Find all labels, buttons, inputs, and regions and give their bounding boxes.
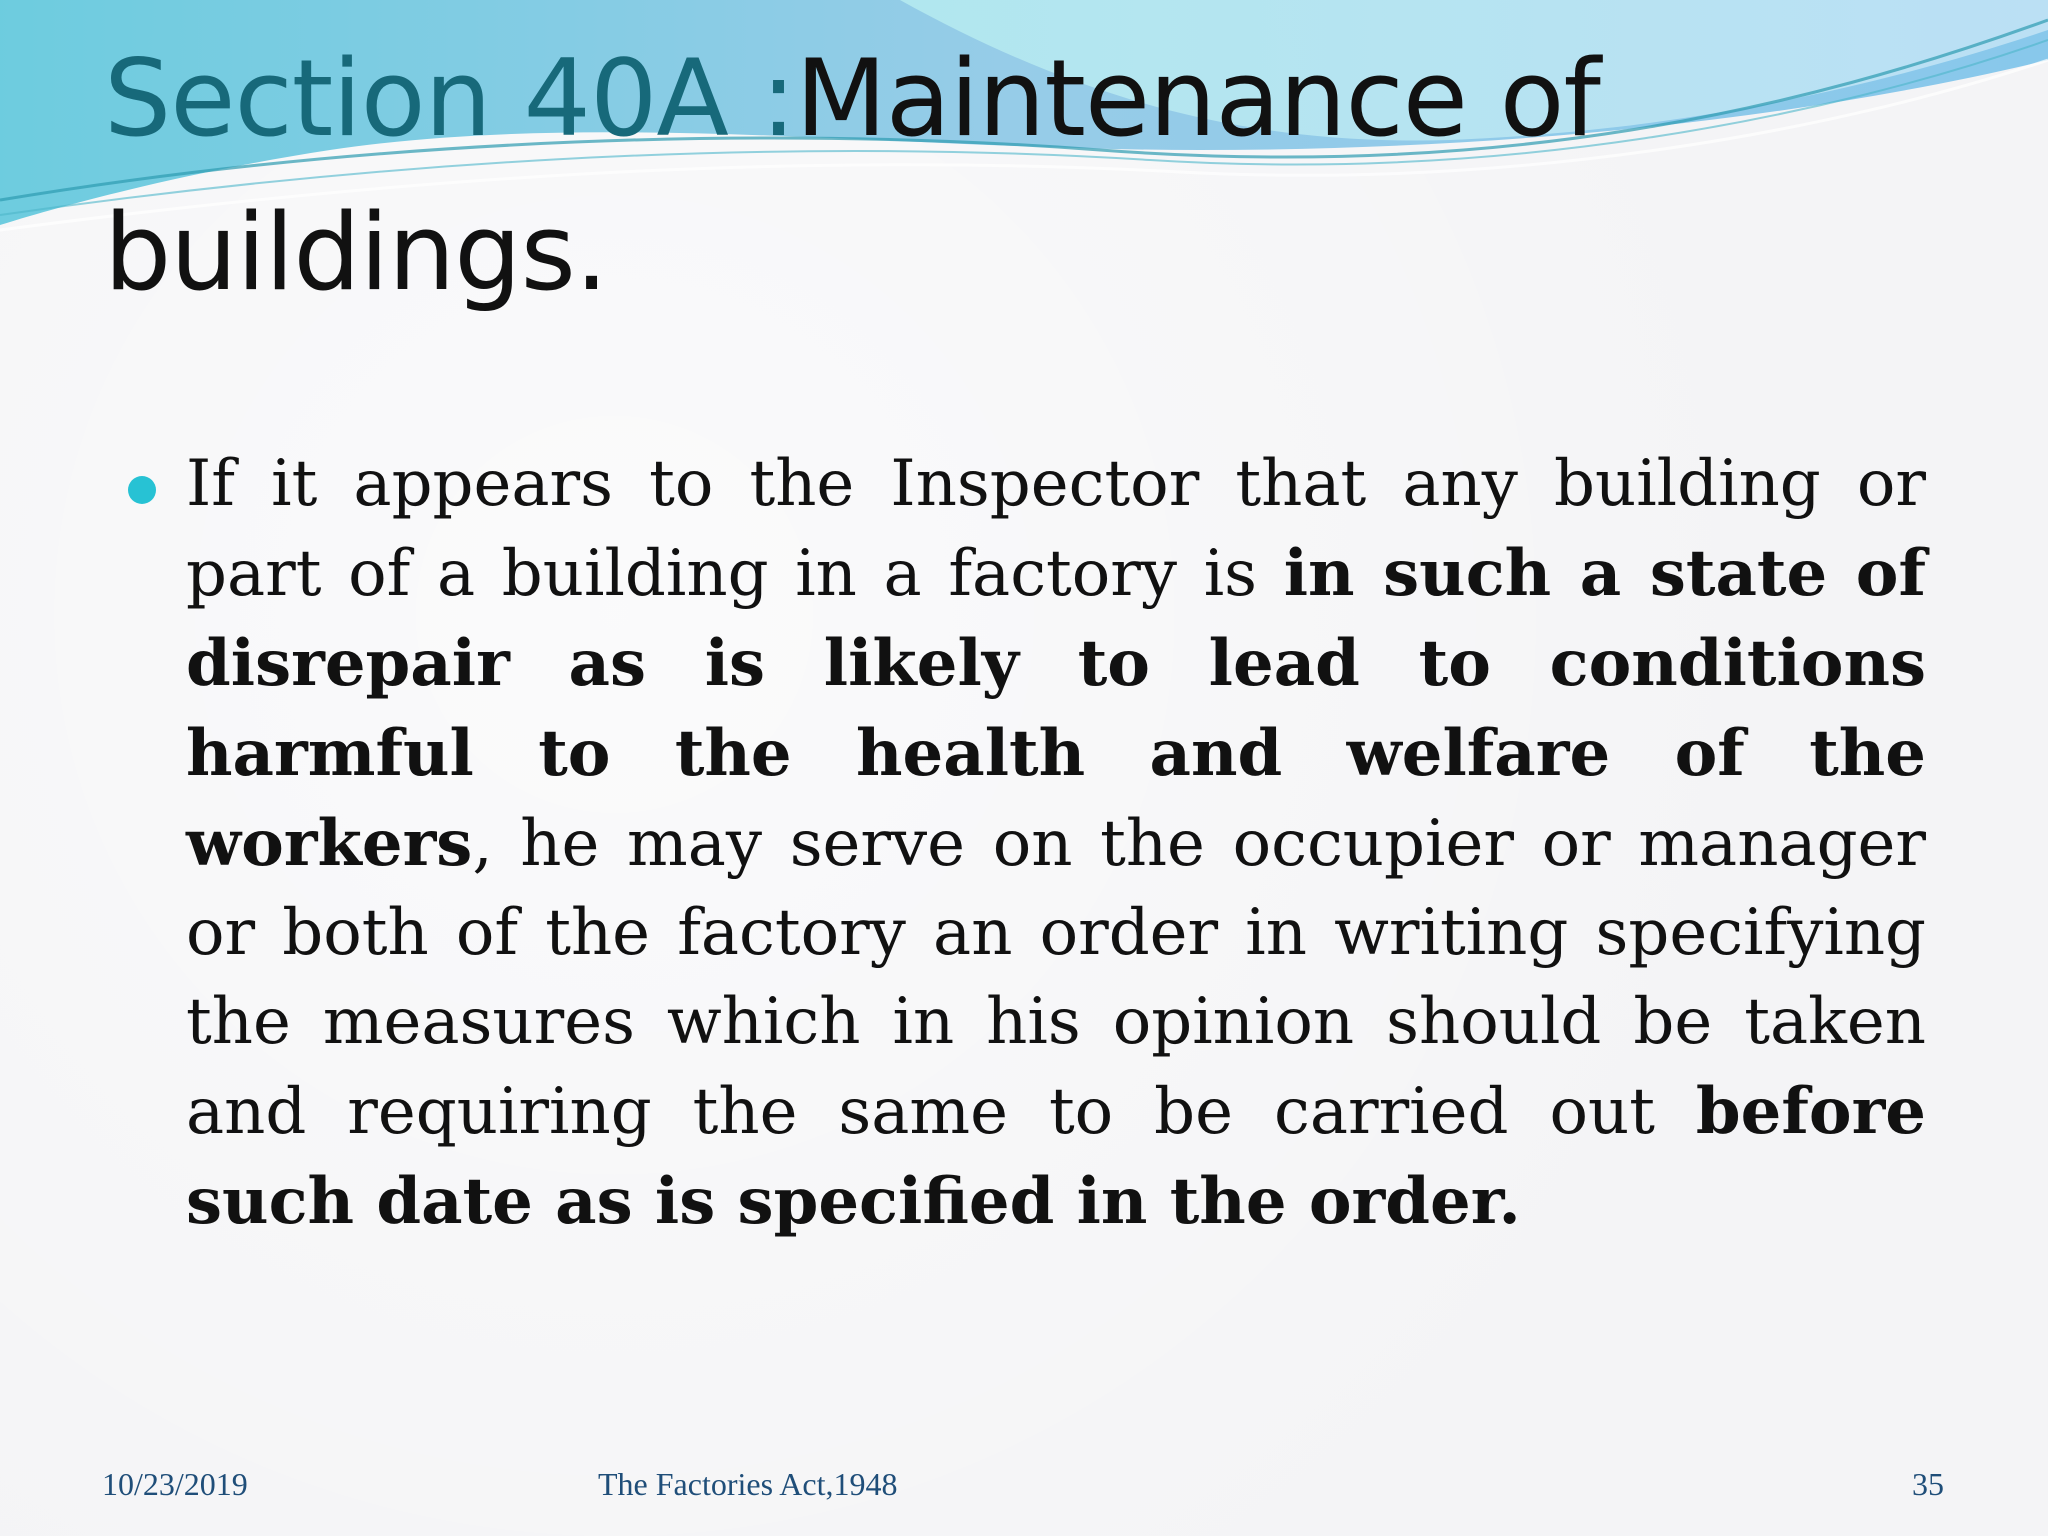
footer-date: 10/23/2019 [102, 1466, 248, 1502]
page-number: 35 [1912, 1466, 1944, 1502]
body-text-2: , he may serve on the occupier or manager or both of the factory an order in writing specifying the measures which in his opinion should be taken and requiring the same to be carried out [186, 807, 1926, 1149]
body-text-1: If it appears to the Inspector that any building or part of a building in a factory is [186, 447, 1926, 611]
title-section-number: Section 40A : [104, 37, 796, 160]
body-bold-2: before such date as is specified in the order. [186, 1074, 1926, 1239]
body-bold-1: in such a state of disrepair as is likely to lead to conditions harmful to the health and welfare of the workers [186, 536, 1927, 881]
footer-title: The Factories Act,1948 [598, 1466, 898, 1502]
slide-title [104, 22, 1964, 330]
bullet-dot-icon [128, 476, 156, 504]
title-heading: Maintenance of buildings. [104, 37, 1600, 314]
bullet-paragraph [186, 440, 1926, 1247]
